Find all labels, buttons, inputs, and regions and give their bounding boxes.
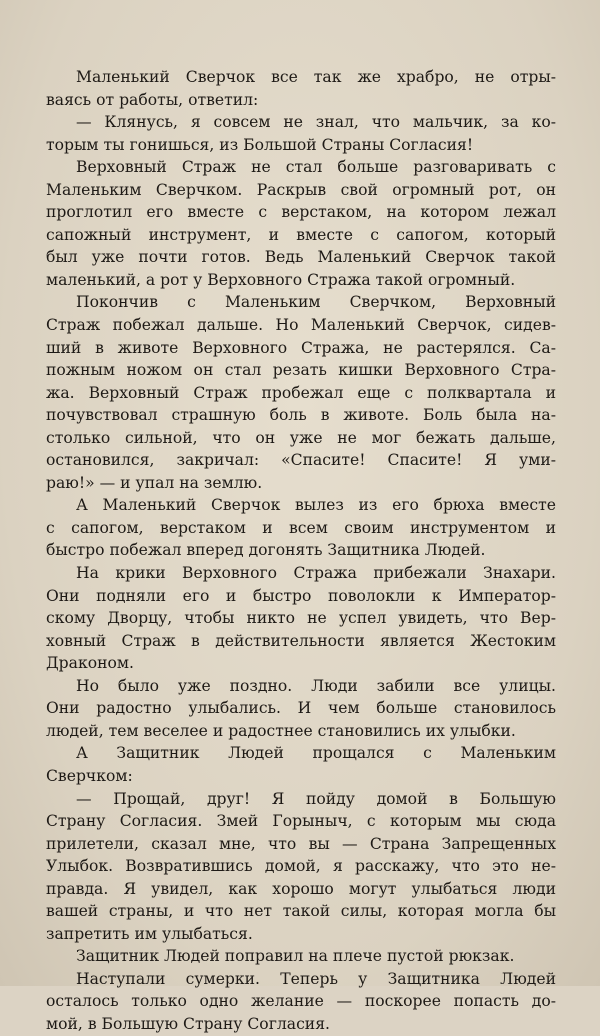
text-line: — Прощай, друг! Я пойду домой в Большую [76,789,556,808]
text-line: — Клянусь, я совсем не знал, что мальчик, за ко- [76,113,556,132]
text-line: вашей страны, и что нет такой силы, которая могла бы [46,902,556,921]
text-line: Драконом. [46,654,134,673]
text-line: столько сильной, что он уже не мог бежать дальше, [46,428,556,447]
text-line: ховный Страж в действительности является Жестоким [46,631,556,650]
text-line: мой, в Большую Страну Согласия. [46,1014,330,1033]
text-line: почувствовал страшную боль в животе. Боль была на- [46,406,556,425]
text-line: скому Дворцу, чтобы никто не успел увидеть, что Вер- [46,609,556,628]
text-line: жа. Верховный Страж пробежал еще с полквартала и [46,383,556,402]
text-line: ваясь от работы, ответил: [46,90,259,109]
text-line: был уже почти готов. Ведь Маленький Сверчок такой [46,248,556,267]
text-line: На крики Верховного Стража прибежали Знахари. [76,564,556,583]
text-line: людей, тем веселее и радостнее становились их улыбки. [46,721,516,740]
text-line: Покончив с Маленьким Сверчком, Верховный [76,293,556,312]
text-line: Защитник Людей поправил на плече пустой рюкзак. [76,947,515,966]
text-line: Улыбок. Возвратившись домой, я расскажу, что это не- [46,857,556,876]
page-text [46,66,556,1036]
text-line: раю!» — и упал на землю. [46,473,263,492]
text-line: быстро побежал вперед догонять Защитника Людей. [46,541,486,560]
text-line: Они радостно улыбались. И чем больше становилось [46,699,556,718]
text-line: сапожный инструмент, и вместе с сапогом, который [46,225,556,244]
text-line: Они подняли его и быстро поволокли к Император- [46,586,556,605]
text-line: Наступали сумерки. Теперь у Защитника Людей [76,969,556,988]
text-line: маленький, а рот у Верховного Стража такой огромный. [46,270,516,289]
text-line: запретить им улыбаться. [46,924,253,943]
text-line: Но было уже поздно. Люди забили все улицы. [76,676,556,695]
text-line: с сапогом, верстаком и всем своим инструментом и [46,518,556,537]
text-line: Маленьким Сверчком. Раскрыв свой огромный рот, он [46,180,556,199]
text-line: Страж побежал дальше. Но Маленький Сверчок, сидев- [46,316,556,335]
text-line: ший в животе Верховного Стража, не растерялся. Са- [46,338,556,357]
text-line: Маленький Сверчок все так же храбро, не отры- [76,68,556,86]
text-line: А Защитник Людей прощался с Маленьким [76,744,556,763]
text-line: пожным ножом он стал резать кишки Верховного Стра- [46,361,556,380]
text-line: Страну Согласия. Змей Горыныч, с которым мы сюда [46,812,556,831]
text-line: Сверчком: [46,766,133,785]
text-line: А Маленький Сверчок вылез из его брюха вместе [76,496,556,515]
text-line: осталось только одно желание — поскорее попасть до- [46,992,556,1011]
text-line: торым ты гонишься, из Большой Страны Согласия! [46,135,474,154]
text-line: остановился, закричал: «Спасите! Спасите! Я уми- [46,451,556,470]
text-line: Верховный Страж не стал больше разговаривать с [76,158,556,177]
text-line: правда. Я увидел, как хорошо могут улыбаться люди [46,879,556,898]
text-line: проглотил его вместе с верстаком, на котором лежал [46,203,556,222]
text-line: прилетели, сказал мне, что вы — Страна Запрещенных [46,834,556,853]
